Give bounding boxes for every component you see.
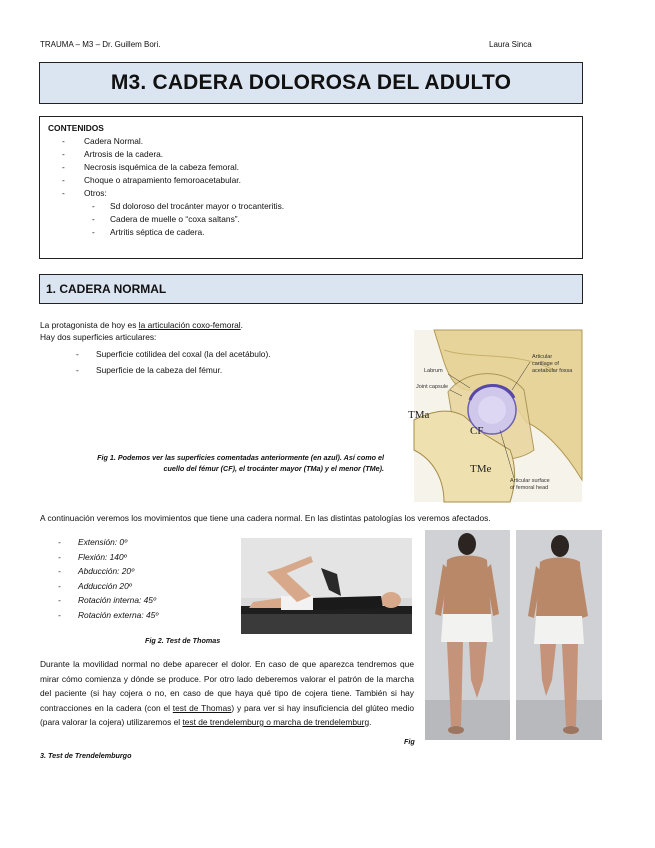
contents-heading: CONTENIDOS [48, 123, 104, 133]
page-title: M3. CADERA DOLOROSA DEL ADULTO [39, 62, 583, 104]
intro-line2: Hay dos superficies articulares: [40, 332, 157, 342]
label-articular-surface-2: of femoral head [510, 485, 549, 491]
header-left: TRAUMA – M3 – Dr. Guillem Bori. [40, 40, 161, 49]
label-tma: TMa [408, 409, 430, 421]
surface-item: - Superficie de la cabeza del fémur. [74, 362, 271, 378]
movement-item: - Flexión: 140º [58, 550, 158, 565]
movement-item: - Adducción 20º [58, 579, 158, 594]
movement-item: - Rotación externa: 45º [58, 608, 158, 623]
contents-sub-item: - Cadera de muelle o “coxa saltans”. [48, 213, 574, 226]
movement-item: - Extensión: 0º [58, 535, 158, 550]
trendelenburg-link: test de trendelemburg o marcha de trendelemburg [182, 717, 370, 727]
fig1-line1: Fig 1. Podemos ver las superficies comentadas anteriormente (en azul). Así como el [97, 453, 384, 462]
fig3-caption-b: 3. Test de Trendelemburgo [40, 751, 132, 760]
label-cf: CF [470, 425, 484, 437]
fig1-caption [44, 452, 384, 474]
label-articular-surface-1: Articular surface [510, 478, 550, 484]
movements-intro: A continuación veremos los movimientos que tiene una cadera normal. En las distintas patologías los veremos afectados. [40, 513, 491, 523]
contents-item: - Necrosis isquémica de la cabeza femoral. [48, 161, 574, 174]
trendelenburg-photo-2 [516, 530, 602, 740]
fig3-caption-a: Fig [404, 737, 415, 746]
contents-sub-item: - Sd doloroso del trocánter mayor o trocanteritis. [48, 200, 574, 213]
movements-list [58, 535, 158, 623]
label-tme: TMe [470, 463, 492, 475]
contents-item: - Artrosis de la cadera. [48, 148, 574, 161]
label-articular-cartilage-2: cartilage of [532, 361, 559, 367]
para-part-a: Durante la movilidad normal no debe aparecer el dolor. En caso de que aparezca tendremos que mirar cómo comienza y dónde se produce. Por otro lado deberemos valorar el patrón de la marcha del paciente (si hay cojera o no, en caso de que haya qué tipo de cojera tiene. También si hay contracciones en la cadera (con el [40, 659, 414, 713]
thomas-test-link: test de Thomas [172, 702, 232, 713]
label-articular-cartilage-3: acetabular fossa [532, 368, 573, 374]
contents-box [39, 116, 583, 259]
contents-list [48, 135, 574, 239]
section-heading: 1. CADERA NORMAL [39, 274, 583, 304]
intro-suffix: . [240, 320, 243, 330]
fig2-caption: Fig 2. Test de Thomas [145, 636, 221, 645]
label-articular-cartilage-1: Articular [532, 354, 553, 360]
label-joint-capsule: Joint capsule [416, 384, 449, 390]
thomas-test-photo [241, 538, 412, 634]
hip-joint-illustration [408, 330, 582, 502]
contents-sub-item: - Artritis séptica de cadera. [48, 226, 574, 239]
header-right: Laura Sinca [489, 40, 532, 49]
fig1-line2: cuello del fémur (CF), el trocánter mayor (TMa) y el menor (TMe). [163, 464, 384, 473]
label-labrum: Labrum [424, 368, 443, 374]
movement-item: - Rotación interna: 45º [58, 593, 158, 608]
para-part-c: . [369, 717, 372, 727]
contents-item: - Otros: [48, 187, 574, 200]
surfaces-list [74, 346, 271, 378]
surface-item: - Superficie cotilidea del coxal (la del acetábulo). [74, 346, 271, 362]
contents-item: - Choque o atrapamiento femoroacetabular. [48, 174, 574, 187]
trendelenburg-photo-1 [425, 530, 510, 740]
para-part-b: ) y para ver si hay insuficiencia del glúteo medio (para valorar la cojera) utilizaremos el [40, 702, 414, 727]
movement-item: - Abducción: 20º [58, 564, 158, 579]
intro-text [40, 319, 243, 343]
intro-link: la articulación coxo-femoral [138, 320, 241, 330]
intro-prefix: La protagonista de hoy es [40, 320, 139, 330]
movility-paragraph [40, 657, 414, 730]
contents-item: - Cadera Normal. [48, 135, 574, 148]
